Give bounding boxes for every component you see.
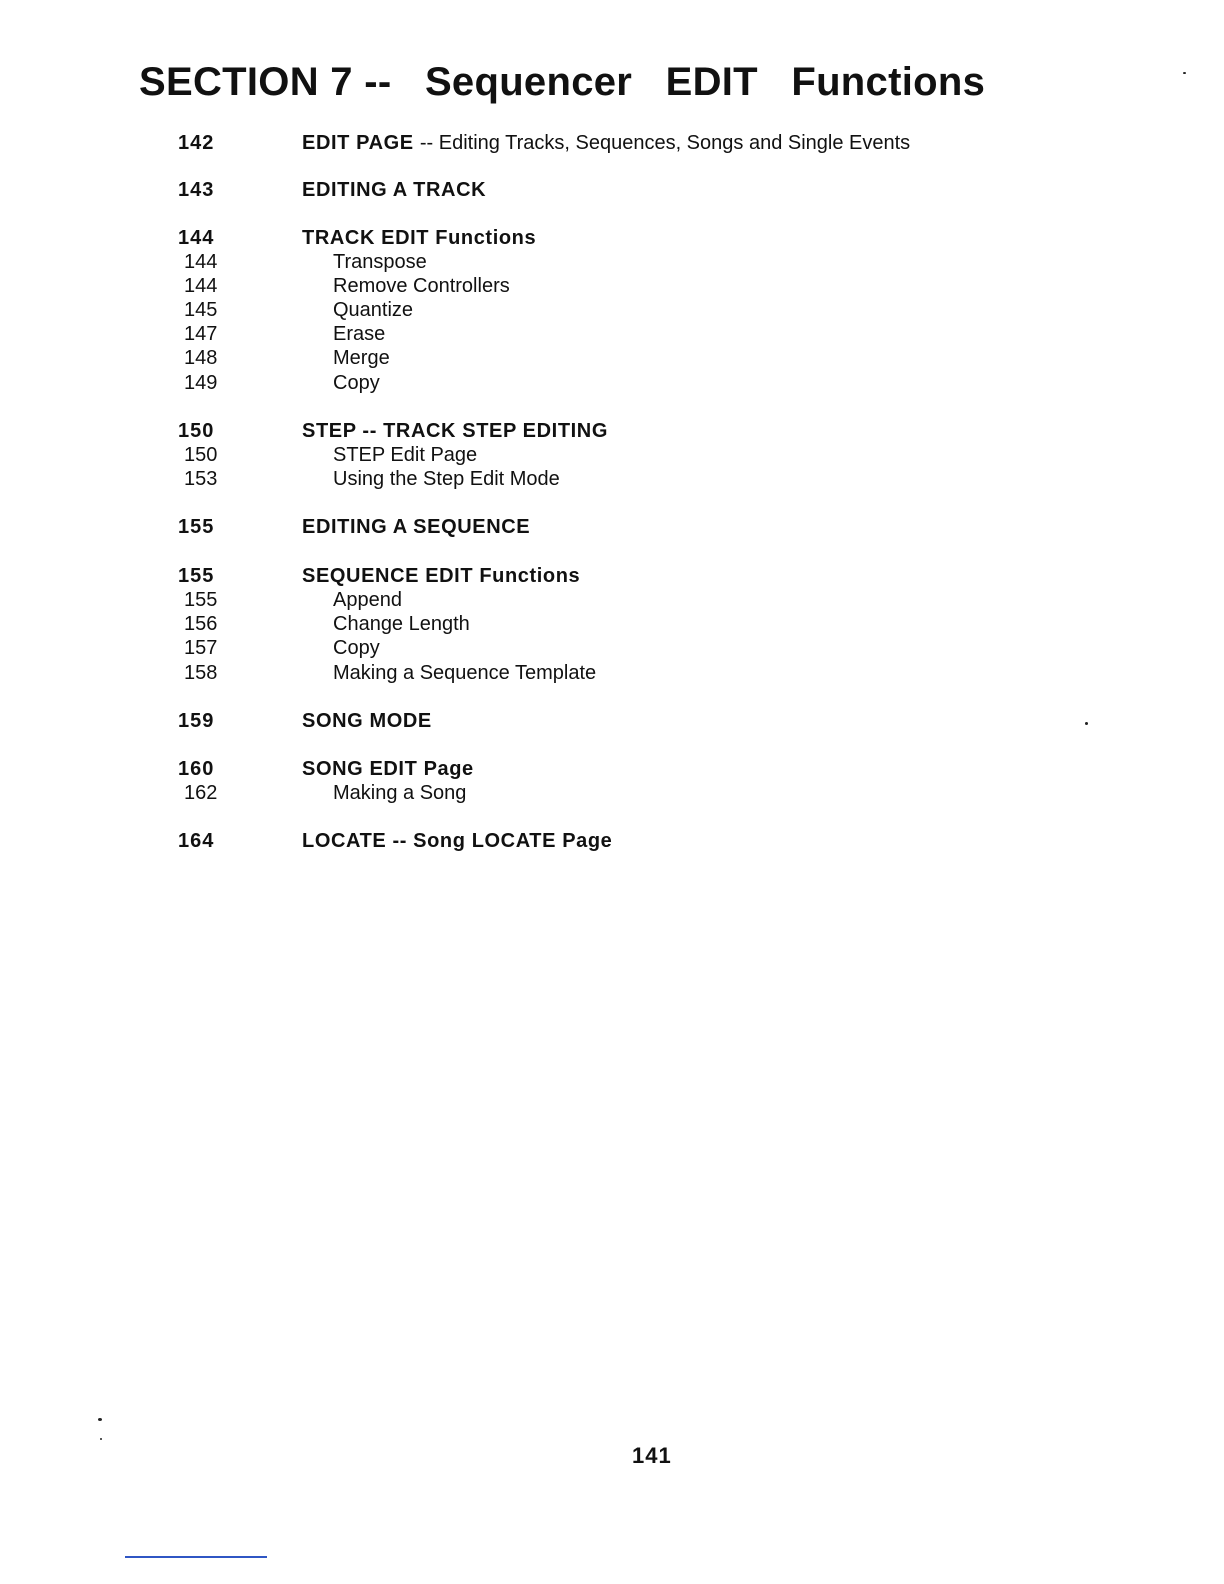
toc-entry-text: TRACK EDIT Functions [302,227,537,249]
toc-entry-heading: EDIT PAGE [302,132,414,154]
toc-page-number: 142 [178,132,215,154]
title-word-functions: Functions [791,60,986,104]
toc-page-number: 144 [184,275,218,297]
toc-page-number: 157 [184,637,218,659]
toc-entry-text: STEP -- TRACK STEP EDITING [302,420,609,442]
toc-page-number: 158 [184,662,218,684]
toc-entry-text: Quantize [333,299,414,321]
toc-entry-text: STEP Edit Page [333,444,478,466]
toc-entry-text: Using the Step Edit Mode [333,468,560,490]
toc-page-number: 149 [184,372,218,394]
toc-entry-text: Merge [333,347,390,369]
toc-page-number: 144 [178,227,215,249]
scan-speck [1183,72,1186,74]
toc-page-number: 153 [184,468,218,490]
toc-entry-text: Transpose [333,251,427,273]
toc-entry-text: Erase [333,323,386,345]
scan-speck [100,1438,102,1440]
footer-rule [125,1556,267,1558]
toc-entry-text: Making a Song [333,782,467,804]
toc-page-number: 143 [178,179,215,201]
title-word-sequencer: Sequencer [424,60,633,104]
title-section: SECTION 7 -- [139,60,392,104]
scan-speck [98,1418,102,1421]
toc-page-number: 159 [178,710,215,732]
toc-page-number: 145 [184,299,218,321]
toc-entry-text: SONG EDIT Page [302,758,474,780]
toc-entry-description: -- Editing Tracks, Sequences, Songs and Single Events [419,132,911,154]
toc-entry-text: Copy [333,637,380,659]
toc-page-number: 148 [184,347,218,369]
page-number: 141 [632,1443,672,1468]
toc-entry-text: EDITING A SEQUENCE [302,516,531,538]
title-word-edit: EDIT [665,60,758,104]
toc-page-number: 155 [184,589,218,611]
toc-entry-text: SONG MODE [302,710,432,732]
toc-page-number: 160 [178,758,215,780]
toc-entry-text: Remove Controllers [333,275,510,297]
toc-page-number: 144 [184,251,218,273]
toc-entry-text: Copy [333,372,380,394]
toc-page-number: 155 [178,565,215,587]
toc-page-number: 162 [184,782,218,804]
toc-entry-text: Append [333,589,402,611]
scan-speck [1085,722,1088,725]
toc-entry-text: LOCATE -- Song LOCATE Page [302,830,613,852]
toc-page-number: 155 [178,516,215,538]
toc-page-number: 147 [184,323,218,345]
toc-page-number: 156 [184,613,218,635]
toc-page-number: 150 [184,444,218,466]
toc-entry-text [302,130,910,156]
toc-entry-text: SEQUENCE EDIT Functions [302,565,581,587]
toc-entry-text: EDITING A TRACK [302,179,487,201]
toc-entry-text: Change Length [333,613,470,635]
toc-entry-text: Making a Sequence Template [333,662,597,684]
toc-page-number: 150 [178,420,215,442]
toc-page-number: 164 [178,830,215,852]
